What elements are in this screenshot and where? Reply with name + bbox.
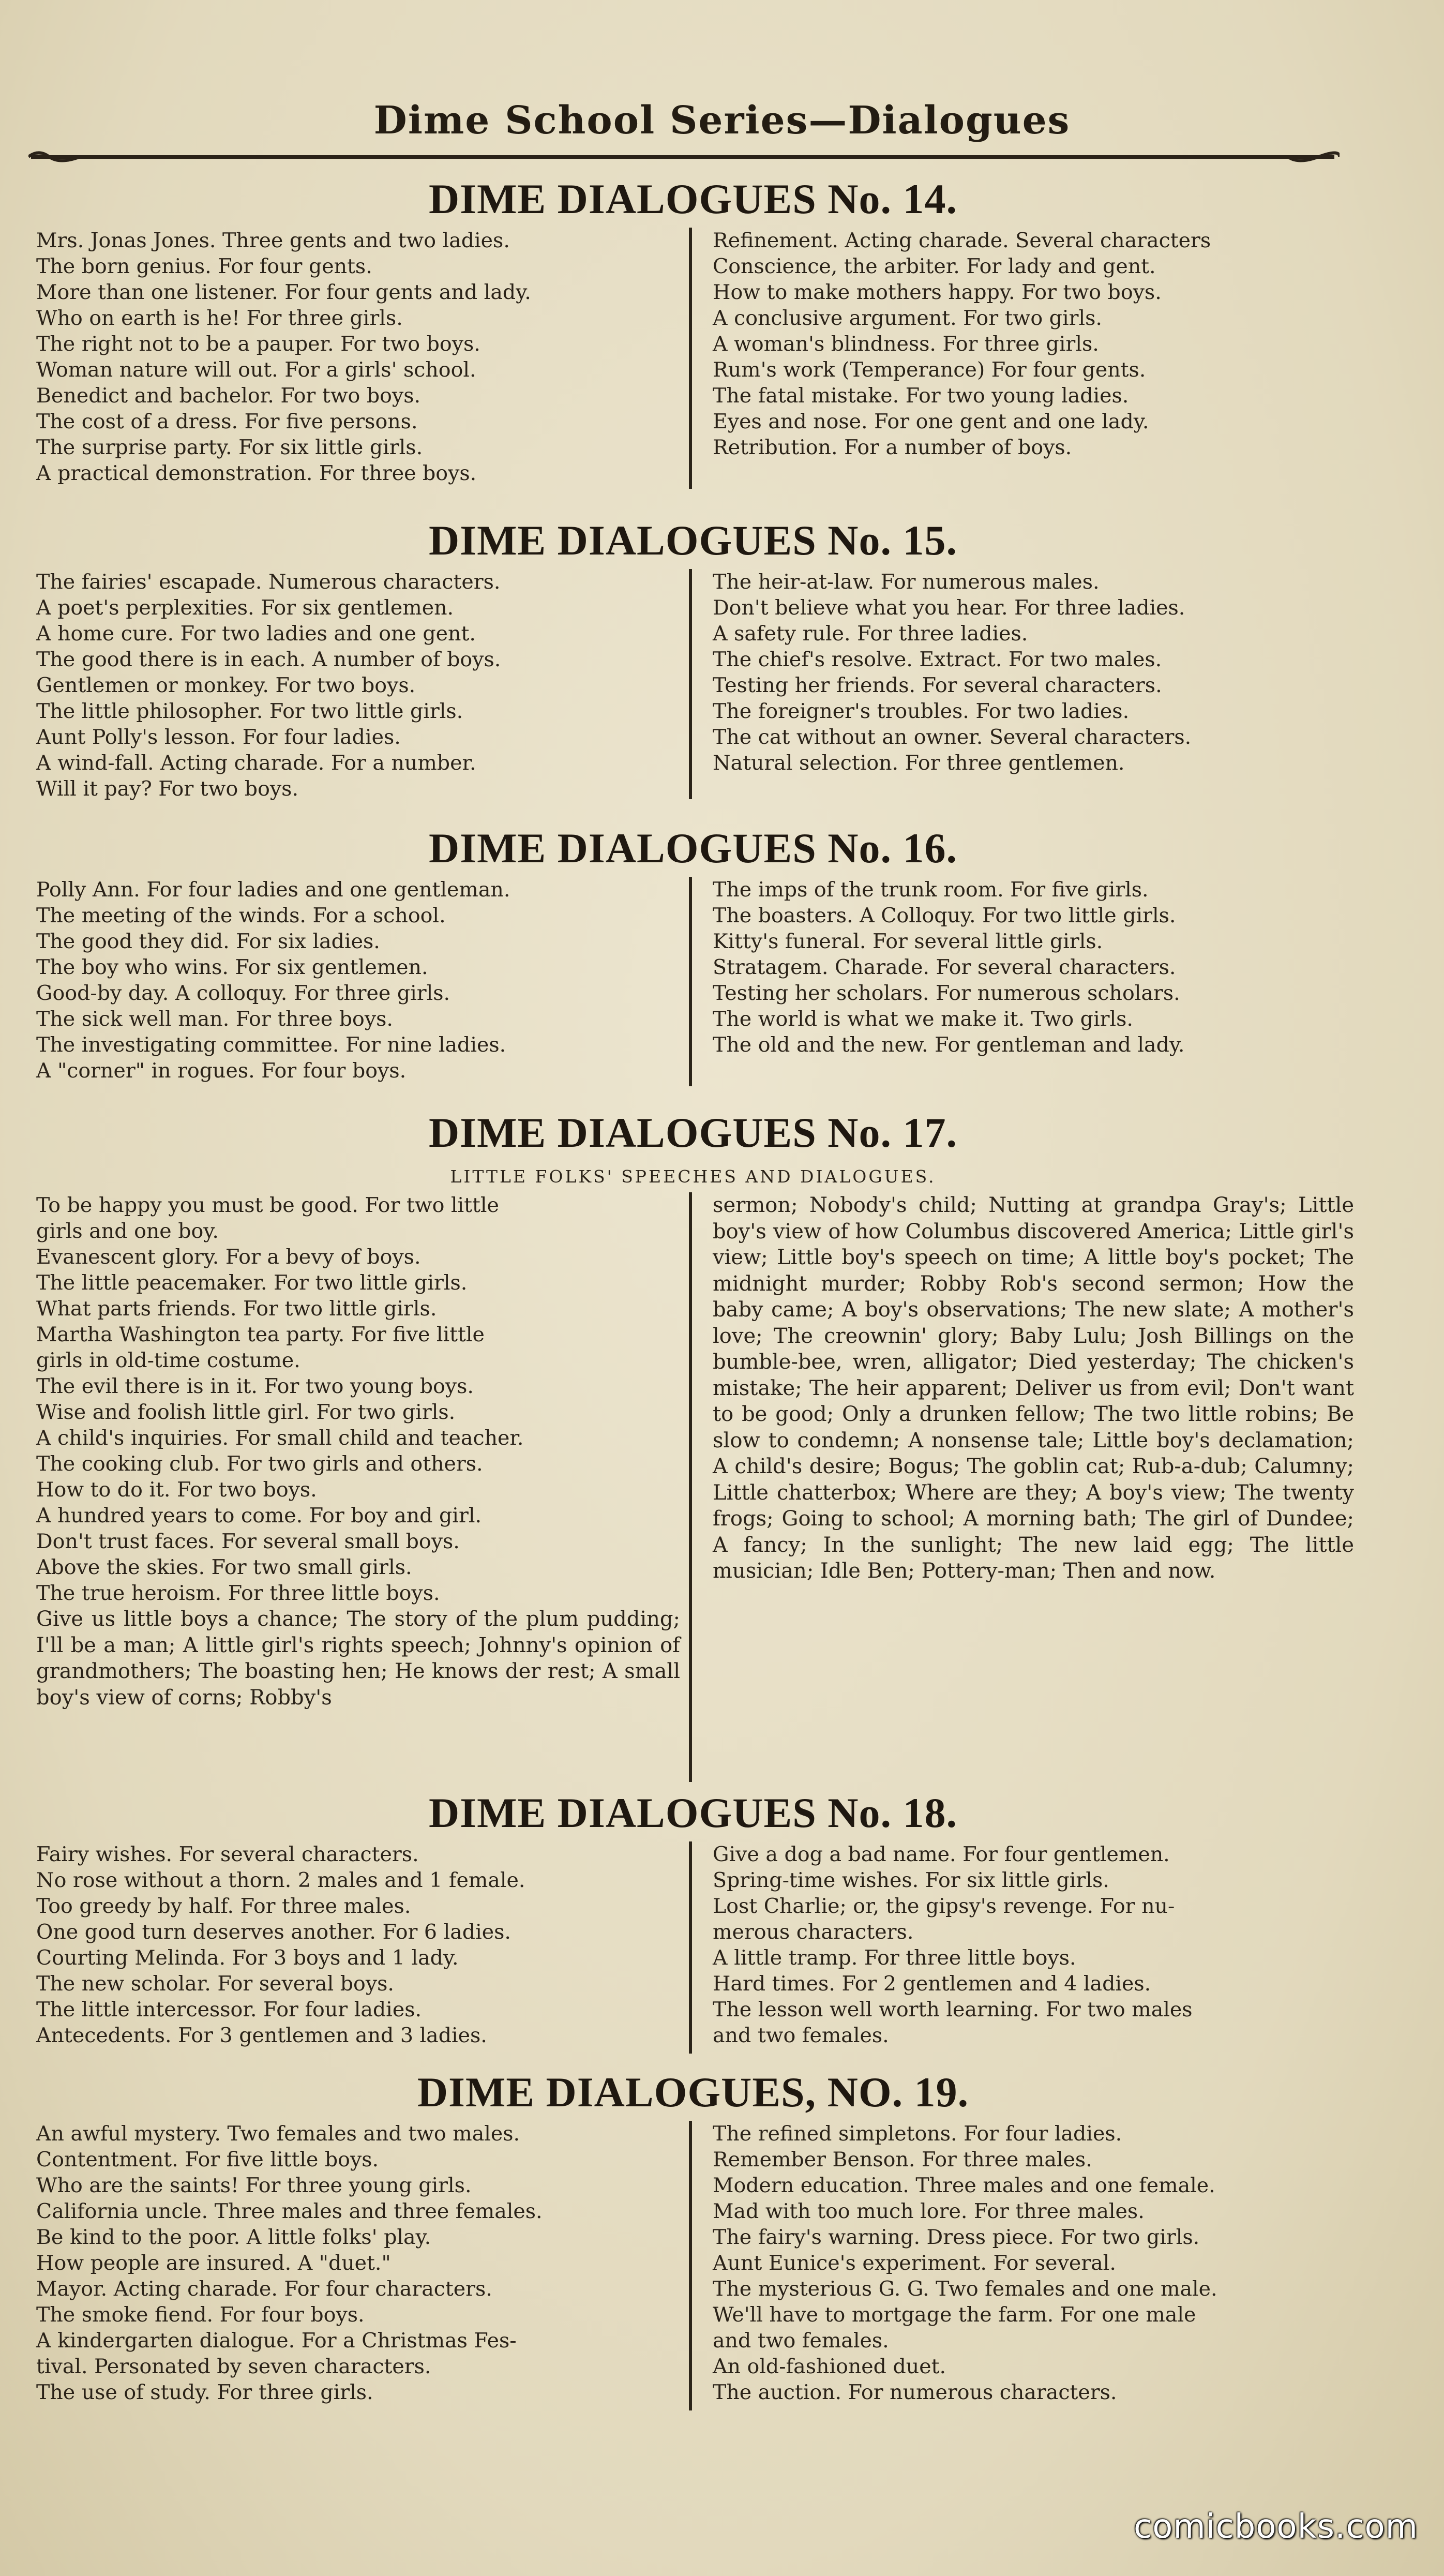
dialogue-entry: Stratagem. Charade. For several characters. — [713, 955, 1176, 979]
dialogue-entry: Retribution. For a number of boys. — [713, 436, 1072, 459]
dialogue-entry: Give a dog a bad name. For four gentlemen. — [713, 1843, 1170, 1866]
dialogue-entry: Fairy wishes. For several characters. — [36, 1843, 419, 1866]
left-column — [36, 228, 680, 486]
section-no-15 — [31, 512, 1355, 807]
dialogue-entry: A practical demonstration. For three boys. — [36, 461, 477, 485]
watermark-logo: comicbooks.com — [1133, 2508, 1418, 2546]
dialogue-entry: The use of study. For three girls. — [36, 2380, 373, 2404]
dialogue-entry: Remember Benson. For three males. — [713, 2148, 1092, 2171]
column-divider — [689, 877, 692, 1086]
dialogue-entry: Good-by day. A colloquy. For three girls. — [36, 981, 450, 1005]
dialogue-entry: The cooking club. For two girls and others. — [36, 1452, 483, 1476]
dialogue-entry: The lesson well worth learning. For two males — [713, 1998, 1193, 2021]
dialogue-entry: tival. Personated by seven characters. — [36, 2355, 431, 2378]
section-title: DIME DIALOGUES No. 18. — [428, 1789, 958, 1836]
dialogue-entry: How to make mothers happy. For two boys. — [713, 280, 1162, 304]
right-column — [713, 1192, 1354, 1584]
dialogue-entry: Kitty's funeral. For several little girls. — [713, 930, 1103, 953]
dialogue-entry: A poet's perplexities. For six gentlemen. — [36, 596, 454, 620]
dialogue-entry: An awful mystery. Two females and two males. — [36, 2122, 520, 2146]
dialogue-entry: How to do it. For two boys. — [36, 1478, 317, 1502]
dialogue-entry: girls and one boy. — [36, 1219, 219, 1243]
dialogue-entry: Mayor. Acting charade. For four characters. — [36, 2277, 492, 2301]
dialogue-entry: Aunt Eunice's experiment. For several. — [713, 2251, 1116, 2275]
dialogue-entry: A kindergarten dialogue. For a Christmas Fes- — [36, 2329, 517, 2353]
dialogue-entry: The meeting of the winds. For a school. — [36, 904, 446, 927]
dialogue-entry: The good there is in each. A number of boys. — [36, 648, 501, 671]
section-title: DIME DIALOGUES No. 15. — [428, 517, 958, 564]
dialogue-entry: Don't trust faces. For several small boys. — [36, 1530, 460, 1553]
dialogue-entry: A home cure. For two ladies and one gent. — [36, 622, 476, 646]
dialogue-entry: Antecedents. For 3 gentlemen and 3 ladies. — [36, 2024, 487, 2047]
dialogue-entry: Don't believe what you hear. For three ladies. — [713, 596, 1185, 620]
dialogue-entry: Woman nature will out. For a girls' school. — [36, 358, 476, 382]
dialogue-entry: The chief's resolve. Extract. For two males. — [713, 648, 1162, 671]
dialogue-entry: A little tramp. For three little boys. — [713, 1946, 1076, 1970]
column-divider — [689, 228, 692, 489]
section-title: DIME DIALOGUES No. 16. — [428, 825, 958, 872]
dialogue-entry: The right not to be a pauper. For two boys. — [36, 332, 480, 356]
dialogue-entry: How people are insured. A "duet." — [36, 2251, 391, 2275]
dialogue-entry: The good they did. For six ladies. — [36, 930, 380, 953]
dialogue-entry: The boy who wins. For six gentlemen. — [36, 955, 428, 979]
dialogue-entry: merous characters. — [713, 1920, 914, 1944]
dialogue-entry: The little philosopher. For two little girls. — [36, 699, 463, 723]
speech-list-left: Give us little boys a chance; The story of the plum pudding; I'll be a man; A little girl's rights speech; Johnny's opinion of grandmothers; The boasting hen; He knows der rest; A small boy's view of corns; Robby's — [36, 1607, 680, 1710]
dialogue-entry: Hard times. For 2 gentlemen and 4 ladies. — [713, 1972, 1151, 1996]
column-divider — [689, 1192, 692, 1782]
dialogue-entry: Refinement. Acting charade. Several characters — [713, 229, 1211, 252]
dialogue-entry: The little peacemaker. For two little girls. — [36, 1271, 468, 1295]
dialogue-entry: What parts friends. For two little girls. — [36, 1297, 437, 1321]
column-divider — [689, 1841, 692, 2054]
right-column — [713, 877, 1354, 1058]
section-title: DIME DIALOGUES No. 14. — [428, 175, 958, 222]
dialogue-entry: The new scholar. For several boys. — [36, 1972, 394, 1996]
dialogue-entry: Polly Ann. For four ladies and one gentleman. — [36, 878, 510, 902]
header-rule — [31, 155, 1334, 159]
section-title: DIME DIALOGUES, NO. 19. — [417, 2069, 969, 2116]
dialogue-entry: The born genius. For four gents. — [36, 254, 372, 278]
section-title: DIME DIALOGUES No. 17. — [428, 1109, 958, 1156]
dialogue-entry: Who are the saints! For three young girls. — [36, 2174, 472, 2197]
left-column — [36, 1841, 680, 2048]
column-divider — [689, 2121, 692, 2410]
page-header: Dime School Series—Dialogues — [373, 98, 1071, 143]
dialogue-entry: Eyes and nose. For one gent and one lady. — [713, 410, 1149, 433]
dialogue-entry: Mad with too much lore. For three males. — [713, 2199, 1145, 2223]
dialogue-entry: One good turn deserves another. For 6 ladies. — [36, 1920, 511, 1944]
dialogue-entry: A hundred years to come. For boy and girl. — [36, 1504, 482, 1527]
dialogue-entry: The smoke fiend. For four boys. — [36, 2303, 365, 2327]
dialogue-entry: To be happy you must be good. For two little — [36, 1193, 499, 1217]
dialogue-entry: Who on earth is he! For three girls. — [36, 306, 403, 330]
dialogue-entry: girls in old-time costume. — [36, 1349, 300, 1372]
dialogue-entry: We'll have to mortgage the farm. For one male — [713, 2303, 1196, 2327]
dialogue-entry: Benedict and bachelor. For two boys. — [36, 384, 421, 408]
dialogue-entry: Conscience, the arbiter. For lady and gent. — [713, 254, 1156, 278]
section-no-19 — [31, 2064, 1355, 2410]
section-no-16 — [31, 820, 1355, 1094]
dialogue-entry: A conclusive argument. For two girls. — [713, 306, 1102, 330]
section-no-18 — [31, 1785, 1355, 2059]
right-column — [713, 569, 1354, 776]
left-column — [36, 569, 680, 802]
dialogue-entry: Modern education. Three males and one female. — [713, 2174, 1215, 2197]
dialogue-entry: California uncle. Three males and three females. — [36, 2199, 543, 2223]
dialogue-entry: Testing her scholars. For numerous scholars. — [713, 981, 1180, 1005]
dialogue-entry: Too greedy by half. For three males. — [36, 1894, 411, 1918]
dialogue-entry: The evil there is in it. For two young boys. — [36, 1374, 474, 1398]
dialogue-entry: Courting Melinda. For 3 boys and 1 lady. — [36, 1946, 459, 1970]
dialogue-entry: The fatal mistake. For two young ladies. — [713, 384, 1129, 408]
dialogue-entry: Rum's work (Temperance) For four gents. — [713, 358, 1146, 382]
dialogue-entry: The imps of the trunk room. For five girls. — [713, 878, 1149, 902]
dialogue-entry: The boasters. A Colloquy. For two little girls. — [713, 904, 1176, 927]
dialogue-entry: Gentlemen or monkey. For two boys. — [36, 673, 416, 697]
dialogue-entry: and two females. — [713, 2024, 889, 2047]
right-column — [713, 228, 1354, 460]
dialogue-entry: Martha Washington tea party. For five little — [36, 1323, 485, 1346]
dialogue-entry: Aunt Polly's lesson. For four ladies. — [36, 725, 401, 749]
dialogue-entry: The fairy's warning. Dress piece. For two girls. — [713, 2225, 1200, 2249]
left-column — [36, 1192, 680, 1711]
dialogue-entry: Mrs. Jonas Jones. Three gents and two ladies. — [36, 229, 510, 252]
dialogue-entry: A child's inquiries. For small child and teacher. — [36, 1426, 524, 1450]
dialogue-entry: A wind-fall. Acting charade. For a number. — [36, 751, 476, 775]
dialogue-entry: A "corner" in rogues. For four boys. — [36, 1059, 407, 1083]
dialogue-entry: The old and the new. For gentleman and lady. — [713, 1033, 1185, 1057]
dialogue-entry: The mysterious G. G. Two females and one male. — [713, 2277, 1217, 2301]
dialogue-entry: No rose without a thorn. 2 males and 1 female. — [36, 1868, 525, 1892]
speech-list-right: sermon; Nobody's child; Nutting at grandpa Gray's; Little boy's view of how Columbus discovered America; Little girl's view; Little boy's speech on time; A little boy's pocket; The midnight murder; Robby Rob's second sermon; How the baby came; A boy's observations; The new slate; A mother's love; The creownin' glory; Baby Lulu; Josh Billings on the bumble-bee, wren, alligator; Died yesterday; The chicken's mistake; The heir apparent; Deliver us from evil; Don't want to be good; Only a drunken fellow; The two little robins; Be slow to condemn; A nonsense tale; Little boy's declamation; A child's desire; Bogus; The goblin cat; Rub-a-dub; Calumny; Little chatterbox; Where are they; A boy's view; The twenty frogs; Going to school; A morning bath; The girl of Dundee; A fancy; In the sunlight; The new laid egg; The little musician; Idle Ben; Pottery-man; Then and now. — [713, 1193, 1354, 1583]
dialogue-entry: Contentment. For five little boys. — [36, 2148, 379, 2171]
dialogue-entry: The cost of a dress. For five persons. — [36, 410, 418, 433]
dialogue-entry: Wise and foolish little girl. For two girls. — [36, 1400, 456, 1424]
column-divider — [689, 569, 692, 799]
dialogue-entry: The true heroism. For three little boys. — [36, 1581, 440, 1605]
dialogue-entry: The foreigner's troubles. For two ladies. — [713, 699, 1130, 723]
dialogue-entry: and two females. — [713, 2329, 889, 2353]
dialogue-entry: Natural selection. For three gentlemen. — [713, 751, 1125, 775]
dialogue-entry: Be kind to the poor. A little folks' play. — [36, 2225, 431, 2249]
dialogue-entry: Lost Charlie; or, the gipsy's revenge. For nu- — [713, 1894, 1175, 1918]
dialogue-entry: The surprise party. For six little girls. — [36, 436, 423, 459]
dialogue-entry: Spring-time wishes. For six little girls. — [713, 1868, 1109, 1892]
rule-ornament-right — [1288, 149, 1340, 164]
left-column — [36, 877, 680, 1084]
dialogue-entry: Above the skies. For two small girls. — [36, 1555, 412, 1579]
right-column — [713, 1841, 1354, 2048]
dialogue-entry: Testing her friends. For several characters. — [713, 673, 1162, 697]
dialogue-entry: More than one listener. For four gents and lady. — [36, 280, 531, 304]
dialogue-entry: An old-fashioned duet. — [713, 2355, 946, 2378]
dialogue-entry: A woman's blindness. For three girls. — [713, 332, 1099, 356]
section-no-17 — [31, 1104, 1355, 1787]
section-subtitle: LITTLE FOLKS' SPEECHES AND DIALOGUES. — [450, 1166, 936, 1187]
dialogue-entry: The refined simpletons. For four ladies. — [713, 2122, 1122, 2146]
dialogue-entry: Evanescent glory. For a bevy of boys. — [36, 1245, 421, 1269]
dialogue-entry: The little intercessor. For four ladies. — [36, 1998, 422, 2021]
dialogue-entry: The auction. For numerous characters. — [713, 2380, 1117, 2404]
dialogue-entry: The sick well man. For three boys. — [36, 1007, 393, 1031]
section-no-14 — [31, 171, 1355, 497]
dialogue-entry: The fairies' escapade. Numerous characters. — [36, 570, 501, 594]
dialogue-entry: A safety rule. For three ladies. — [713, 622, 1028, 646]
dialogue-entry: The investigating committee. For nine ladies. — [36, 1033, 506, 1057]
right-column — [713, 2121, 1354, 2405]
dialogue-entry: Will it pay? For two boys. — [36, 777, 299, 801]
dialogue-entry: The world is what we make it. Two girls. — [713, 1007, 1133, 1031]
dialogue-entry: The cat without an owner. Several characters. — [713, 725, 1192, 749]
dialogue-entry: The heir-at-law. For numerous males. — [713, 570, 1100, 594]
left-column — [36, 2121, 680, 2405]
